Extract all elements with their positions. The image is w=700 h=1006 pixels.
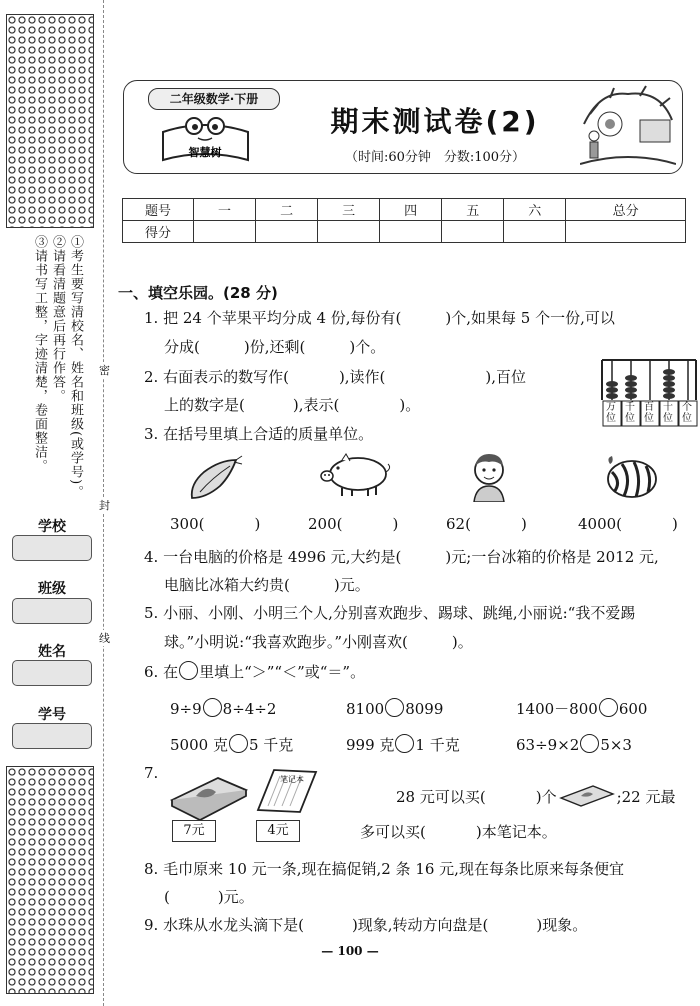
question-1-line-2: 分成( )份,还剩( )个。 <box>164 338 386 356</box>
pig-icon <box>318 452 392 498</box>
compare-item: 5000 克 5 千克 <box>170 736 294 754</box>
score-cell[interactable] <box>256 221 318 243</box>
table-cell: 得分 <box>123 221 194 243</box>
score-cell[interactable] <box>442 221 504 243</box>
compare-item: 999 克 1 千克 <box>346 736 460 754</box>
compare-circle[interactable] <box>385 698 404 717</box>
table-cell: 四 <box>380 199 442 221</box>
table-cell: 五 <box>442 199 504 221</box>
question-7-line-2: 多可以买( )本笔记本。 <box>360 823 557 841</box>
small-pencil-case-icon <box>559 784 615 808</box>
table-cell: 一 <box>194 199 256 221</box>
decorative-pattern-bottom <box>6 766 94 994</box>
score-cell[interactable] <box>194 221 256 243</box>
question-8-line-1: 8. 毛巾原来 10 元一条,现在搞促销,2 条 16 元,现在每条比原来每条便宜 <box>144 860 624 878</box>
notebook-cover-text: 笔记本 <box>280 775 304 784</box>
score-cell[interactable] <box>504 221 566 243</box>
compare-circle[interactable] <box>599 698 618 717</box>
school-label: 学校 <box>38 519 66 535</box>
compare-item: 63÷9×2 5×3 <box>516 736 632 754</box>
score-cell[interactable] <box>318 221 380 243</box>
decorative-pattern-top <box>6 14 94 228</box>
compare-circle[interactable] <box>229 734 248 753</box>
notebook-icon <box>254 766 320 816</box>
name-label: 姓名 <box>38 644 66 660</box>
header-illustration <box>580 84 676 168</box>
question-7-line-1: 28 元可以买( )个 ;22 元最 <box>396 784 676 808</box>
class-label: 班级 <box>38 581 66 597</box>
score-cell[interactable] <box>380 221 442 243</box>
exam-notes <box>8 235 90 500</box>
question-1-line-1: 1. 把 24 个苹果平均分成 4 份,每份有( )个,如果每 5 个一份,可以 <box>144 309 615 327</box>
logo-text: 智慧树 <box>188 146 222 159</box>
name-field[interactable] <box>12 660 92 686</box>
question-9: 9. 水珠从水龙头滴下是( )现象,转动方向盘是( )现象。 <box>144 916 588 934</box>
score-table <box>122 198 686 243</box>
table-cell: 总分 <box>566 199 686 221</box>
compare-circle[interactable] <box>203 698 222 717</box>
abacus-label: 个位 <box>682 402 692 424</box>
watermelon-icon <box>602 454 660 500</box>
q3-item-4: 4000( ) <box>578 515 678 533</box>
table-row <box>123 199 686 221</box>
seal-char-feng: 封 <box>99 499 110 512</box>
seal-char-xian: 线 <box>99 632 110 645</box>
price-tag: 4元 <box>256 820 300 842</box>
table-cell: 三 <box>318 199 380 221</box>
question-5-line-2: 球。”小明说:“我喜欢跑步。”小刚喜欢( )。 <box>164 633 473 651</box>
compare-item: 9÷9 8÷4÷2 <box>170 700 277 718</box>
q3-item-3: 62( ) <box>446 515 527 533</box>
corn-icon <box>186 454 244 504</box>
q3-item-1: 300( ) <box>170 515 261 533</box>
page-title: 期末测试卷(2) <box>330 105 540 138</box>
pencil-case-icon <box>166 770 250 820</box>
question-8-line-2: ( )元。 <box>164 888 254 906</box>
page-number: — 100 — <box>321 944 379 958</box>
boy-icon <box>468 450 510 502</box>
price-tag: 7元 <box>172 820 216 842</box>
school-field[interactable] <box>12 535 92 561</box>
compare-circle[interactable] <box>395 734 414 753</box>
table-cell: 题号 <box>123 199 194 221</box>
note-2: ②请看清题意后再行作答。 <box>50 235 65 403</box>
note-3: ③请书写工整，字迹清楚，卷面整洁。 <box>32 235 47 473</box>
abacus-label: 千位 <box>625 402 635 424</box>
student-id-field[interactable] <box>12 723 92 749</box>
abacus-label: 十位 <box>663 402 673 424</box>
table-cell: 二 <box>256 199 318 221</box>
score-cell[interactable] <box>566 221 686 243</box>
question-2-line-1: 2. 右面表示的数写作( ),读作( ),百位 <box>144 368 527 386</box>
class-field[interactable] <box>12 598 92 624</box>
question-6: 6. 在 里填上“＞”“＜”或“＝”。 <box>144 663 366 681</box>
question-5-line-1: 5. 小丽、小刚、小明三个人,分别喜欢跑步、踢球、跳绳,小丽说:“我不爱踢 <box>144 604 636 622</box>
section-heading: 一、填空乐园。(28 分) <box>118 284 278 302</box>
question-3: 3. 在括号里填上合适的质量单位。 <box>144 425 374 443</box>
compare-circle-icon <box>179 661 198 680</box>
q3-item-2: 200( ) <box>308 515 399 533</box>
student-id-label: 学号 <box>38 707 66 723</box>
abacus-label: 百位 <box>644 402 654 424</box>
seal-char-mi: 密 <box>99 364 110 377</box>
question-7-number: 7. <box>144 764 159 782</box>
question-4-line-1: 4. 一台电脑的价格是 4996 元,大约是( )元;一台冰箱的价格是 2012 元, <box>144 548 659 566</box>
table-row <box>123 221 686 243</box>
grade-badge: 二年级数学·下册 <box>148 88 280 110</box>
logo-book-icon <box>158 110 253 168</box>
question-2-line-2: 上的数字是( ),表示( )。 <box>164 396 421 414</box>
compare-item: 8100 8099 <box>346 700 444 718</box>
exam-time-score: （时间:60分钟 分数:100分） <box>344 150 526 165</box>
question-4-line-2: 电脑比冰箱大约贵( )元。 <box>164 576 370 594</box>
compare-circle[interactable] <box>580 734 599 753</box>
table-cell: 六 <box>504 199 566 221</box>
compare-item: 1400－800 600 <box>516 700 648 718</box>
abacus-label: 万位 <box>606 402 616 424</box>
note-1: ①考生要写清校名、姓名和班级(或学号)。 <box>68 235 83 500</box>
